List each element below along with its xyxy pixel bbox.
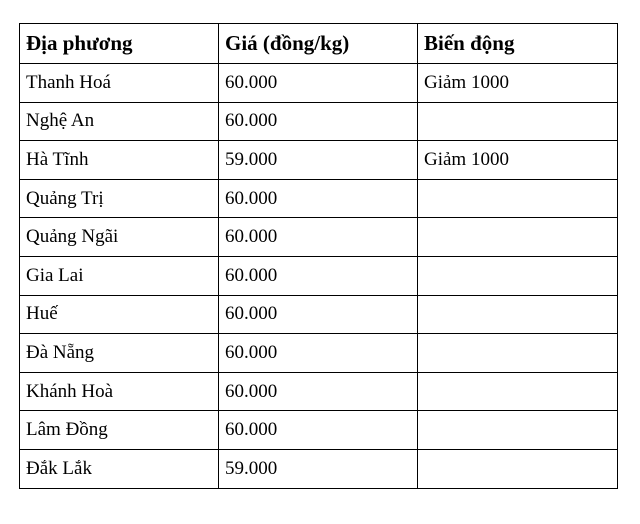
cell-change <box>418 102 618 141</box>
table-row <box>20 334 618 373</box>
cell-price: 60.000 <box>219 102 418 141</box>
cell-price: 60.000 <box>219 411 418 450</box>
cell-price: 60.000 <box>219 334 418 373</box>
cell-change <box>418 449 618 488</box>
table-row <box>20 218 618 257</box>
table-row <box>20 64 618 103</box>
cell-change <box>418 411 618 450</box>
cell-price: 60.000 <box>219 295 418 334</box>
header-row <box>20 24 618 64</box>
cell-price: 60.000 <box>219 372 418 411</box>
cell-price: 59.000 <box>219 449 418 488</box>
cell-locality: Huế <box>20 295 219 334</box>
header-change: Biến động <box>418 24 618 64</box>
cell-change <box>418 218 618 257</box>
cell-locality: Gia Lai <box>20 256 219 295</box>
table-row <box>20 102 618 141</box>
cell-locality: Hà Tĩnh <box>20 141 219 180</box>
cell-price: 60.000 <box>219 218 418 257</box>
cell-locality: Lâm Đồng <box>20 411 219 450</box>
header-locality: Địa phương <box>20 24 219 64</box>
cell-locality: Đắk Lắk <box>20 449 219 488</box>
cell-locality: Thanh Hoá <box>20 64 219 103</box>
table-row <box>20 179 618 218</box>
cell-change <box>418 334 618 373</box>
cell-change <box>418 256 618 295</box>
cell-price: 60.000 <box>219 64 418 103</box>
table-row <box>20 372 618 411</box>
cell-locality: Đà Nẵng <box>20 334 219 373</box>
cell-change <box>418 372 618 411</box>
cell-locality: Quảng Trị <box>20 179 219 218</box>
table-row <box>20 256 618 295</box>
cell-change <box>418 179 618 218</box>
cell-change: Giảm 1000 <box>418 64 618 103</box>
cell-price: 60.000 <box>219 179 418 218</box>
table-row <box>20 449 618 488</box>
cell-price: 59.000 <box>219 141 418 180</box>
cell-locality: Khánh Hoà <box>20 372 219 411</box>
table-row <box>20 141 618 180</box>
cell-change: Giảm 1000 <box>418 141 618 180</box>
header-price: Giá (đồng/kg) <box>219 24 418 64</box>
cell-locality: Quảng Ngãi <box>20 218 219 257</box>
cell-price: 60.000 <box>219 256 418 295</box>
price-table <box>19 23 618 489</box>
cell-locality: Nghệ An <box>20 102 219 141</box>
table-row <box>20 295 618 334</box>
cell-change <box>418 295 618 334</box>
table-row <box>20 411 618 450</box>
